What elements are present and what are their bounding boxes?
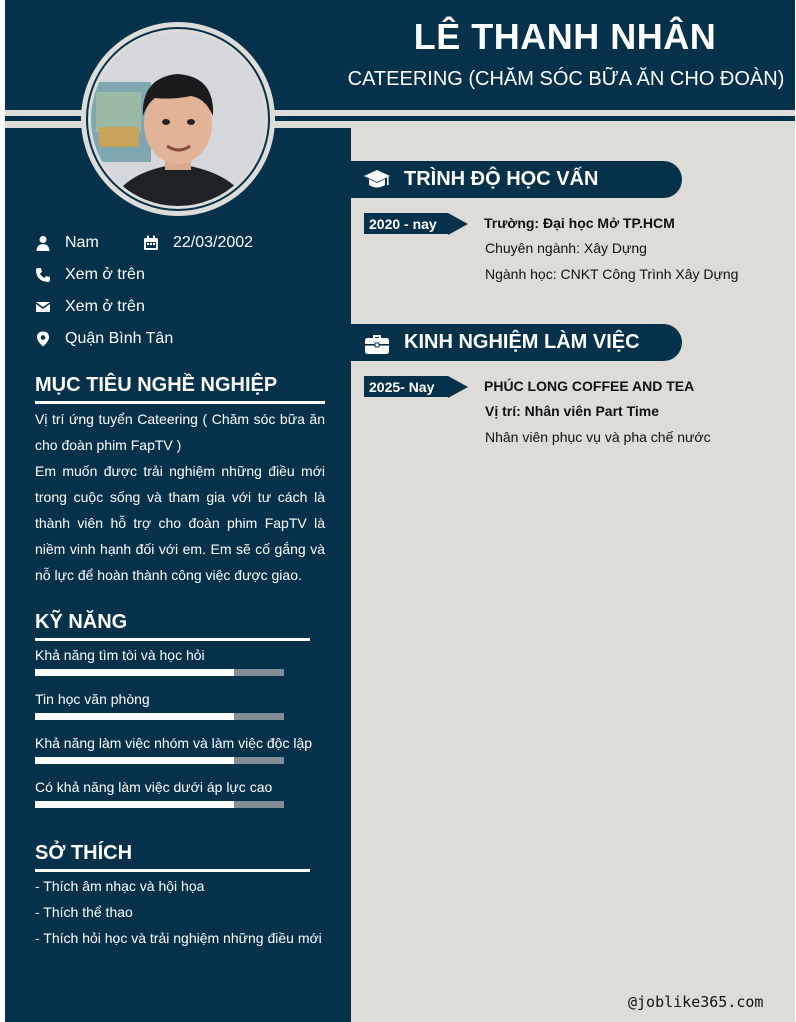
footer-watermark: @joblike365.com	[628, 993, 764, 1011]
skill-fill	[35, 669, 234, 676]
skill-bar	[35, 757, 284, 764]
skill-label: Khả năng làm việc nhóm và làm việc độc lập	[35, 735, 313, 751]
education-title: TRÌNH ĐỘ HỌC VẤN	[404, 168, 599, 190]
skill-bar	[35, 801, 284, 808]
person-icon	[35, 235, 51, 251]
briefcase-icon	[364, 330, 390, 356]
cv-page	[5, 0, 795, 1022]
skill-bar	[35, 669, 284, 676]
education-major: Chuyên ngành: Xây Dựng	[485, 240, 647, 256]
experience-title: KINH NGHIỆM LÀM VIỆC	[404, 331, 640, 353]
education-field: Ngành học: CNKT Công Trình Xây Dựng	[485, 266, 739, 282]
skill-fill	[35, 713, 234, 720]
skill-fill	[35, 757, 234, 764]
birthday-value: 22/03/2002	[173, 234, 254, 251]
skill-label: Tin học văn phòng	[35, 691, 150, 707]
education-period: 2020 - nay	[364, 213, 448, 234]
skill-label: Có khả năng làm việc dưới áp lực cao	[35, 779, 273, 795]
experience-description: Nhân viên phục vụ và pha chế nước	[485, 429, 711, 445]
skills-rule	[35, 638, 310, 641]
phone-icon	[35, 267, 51, 283]
hobby-item: - Thích âm nhạc và hội họa	[35, 878, 205, 894]
hobby-item: - Thích thể thao	[35, 904, 133, 920]
hobby-item: - Thích hỏi học và trải nghiệm những điều mới	[35, 930, 322, 946]
gender-row	[35, 234, 99, 252]
phone-row	[35, 266, 145, 284]
education-header	[351, 161, 682, 198]
hobbies-rule	[35, 869, 310, 872]
email-value: Xem ở trên	[65, 298, 145, 315]
education-period-arrow	[448, 213, 468, 235]
address-row	[35, 330, 173, 348]
email-row	[35, 298, 145, 316]
objective-rule	[35, 401, 325, 404]
calendar-icon	[143, 235, 159, 251]
avatar	[91, 32, 265, 206]
job-title: CATEERING (CHĂM SÓC BỮA ĂN CHO ĐOÀN)	[347, 68, 785, 90]
experience-position: Vị trí: Nhân viên Part Time	[485, 403, 660, 419]
objective-title: MỤC TIÊU NGHỀ NGHIỆP	[35, 374, 278, 396]
objective-paragraph: Vị trí ứng tuyển Cateering ( Chăm sóc bữa ăn cho đoàn phim FapTV )	[35, 411, 325, 453]
hobbies-title: SỞ THÍCH	[35, 842, 133, 864]
experience-company: PHÚC LONG COFFEE AND TEA	[484, 378, 695, 394]
address-value: Quận Bình Tân	[65, 330, 174, 347]
skill-label: Khả năng tìm tòi và học hỏi	[35, 647, 205, 663]
candidate-name: LÊ THANH NHÂN	[413, 16, 717, 57]
skills-title: KỸ NĂNG	[35, 611, 128, 633]
envelope-icon	[35, 299, 51, 315]
graduation-cap-icon	[364, 167, 390, 193]
birthday-row	[143, 234, 253, 252]
gender-value: Nam	[65, 234, 99, 251]
education-school: Trường: Đại học Mở TP.HCM	[484, 215, 675, 231]
experience-period-arrow	[448, 376, 468, 398]
skill-bar	[35, 713, 284, 720]
objective-paragraph: Em muốn được trải nghiệm những điều mới trong cuộc sống và tham gia với tư cách là thành viên hỗ trợ cho đoàn phim FapTV là niềm vinh hạnh đối với em. Em sẽ cố gắng và nỗ lực để hoàn thành công việc được giao.	[35, 463, 325, 583]
skill-fill	[35, 801, 234, 808]
objective-text	[35, 406, 325, 588]
map-pin-icon	[35, 331, 51, 347]
experience-header	[351, 324, 682, 361]
experience-period: 2025- Nay	[364, 376, 448, 397]
phone-value: Xem ở trên	[65, 266, 145, 283]
